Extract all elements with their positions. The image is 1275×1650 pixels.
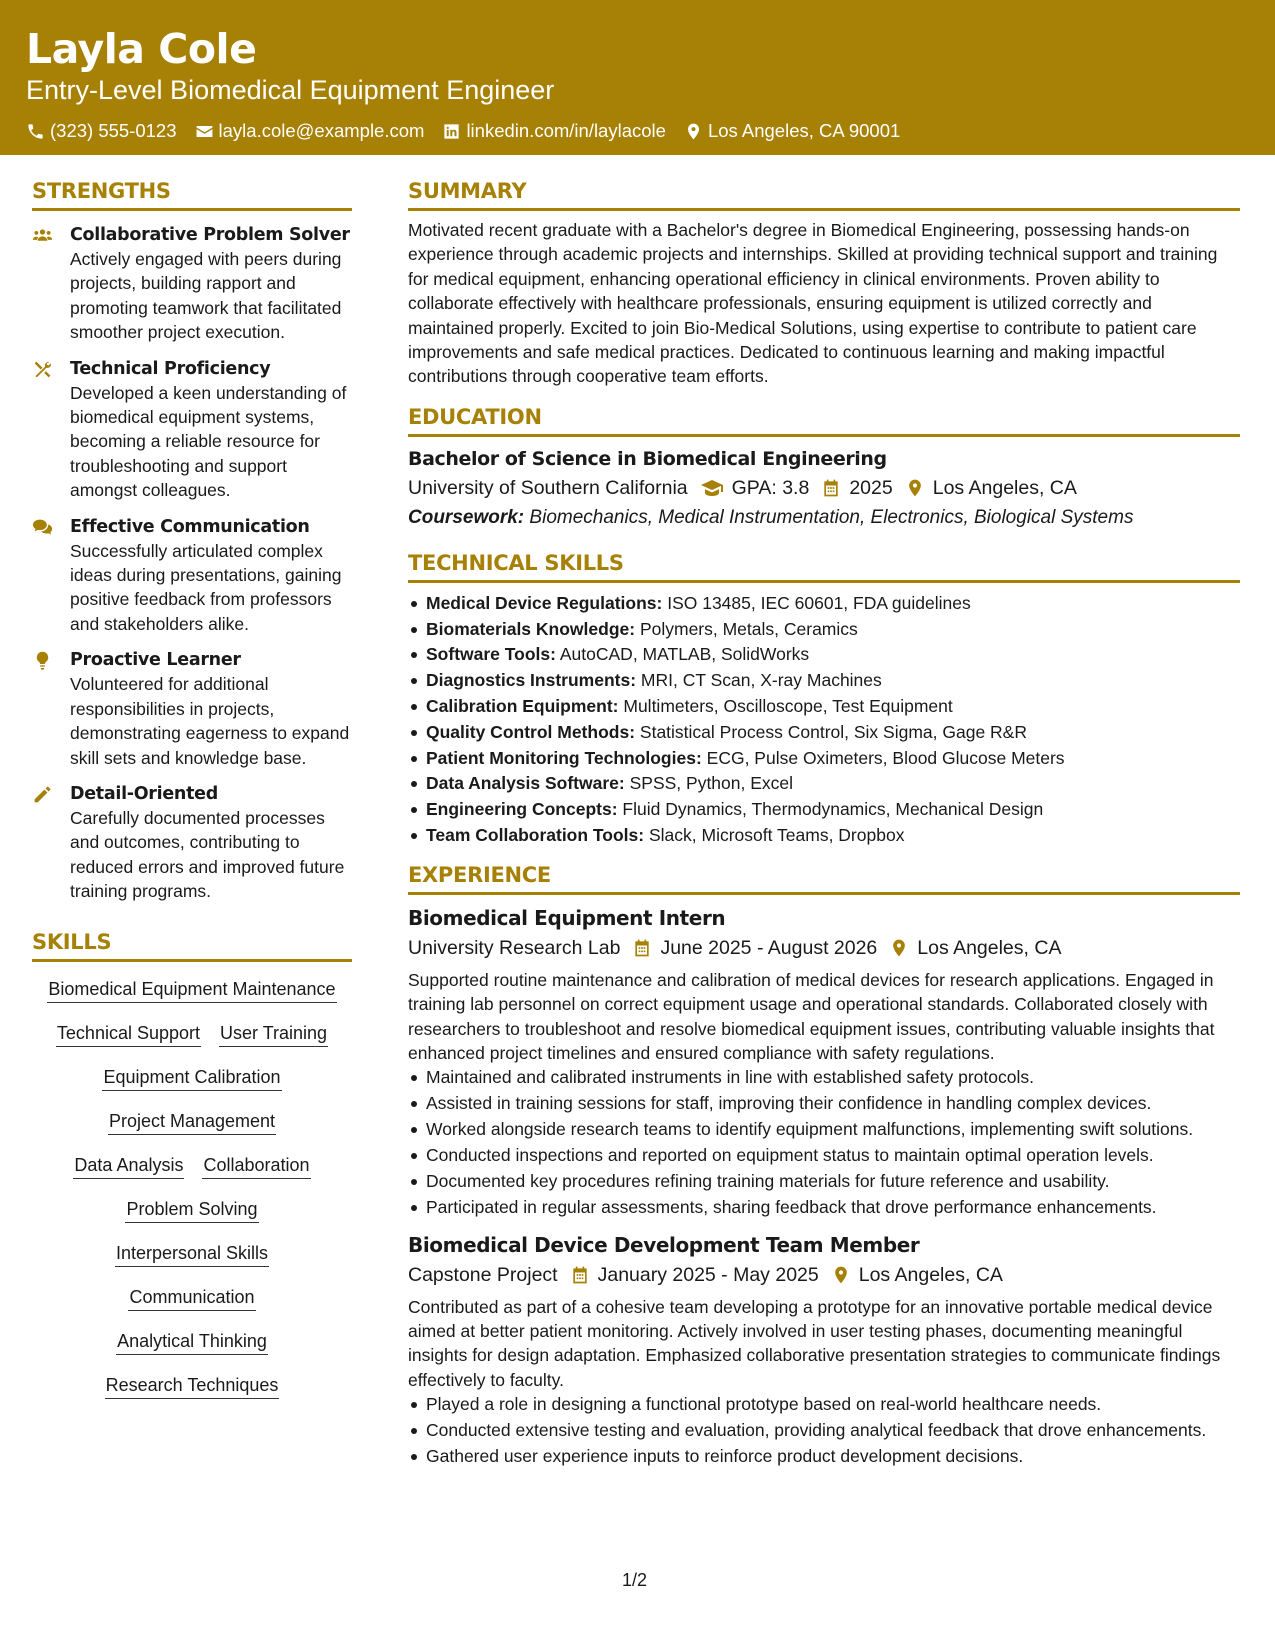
education-meta (408, 473, 1240, 503)
job-dates: June 2025 - August 2026 (660, 936, 878, 959)
list-item: Quality Control Methods: Statistical Process Control, Six Sigma, Gage R&R (408, 720, 1240, 746)
strength-title: Technical Proficiency (70, 358, 271, 379)
skill-tag: Data Analysis (73, 1152, 184, 1179)
job-location: Los Angeles, CA (917, 936, 1062, 959)
contact-location (684, 120, 900, 142)
job-title: Biomedical Device Development Team Member (408, 1232, 920, 1257)
strength-desc: Carefully documented processes and outcomes, contributing to reduced errors and improved future training programs. (70, 807, 345, 902)
strength-item (32, 223, 352, 345)
job-org: Capstone Project (408, 1263, 558, 1286)
right-column (408, 175, 1240, 1470)
strength-title: Collaborative Problem Solver (70, 225, 350, 245)
list-item: Biomaterials Knowledge: Polymers, Metals, Ceramics (408, 617, 1240, 643)
map-marker-icon (684, 122, 703, 141)
contact-phone (26, 120, 177, 142)
skill-tag: Research Techniques (105, 1372, 280, 1399)
coursework-label: Coursework: (408, 506, 525, 528)
gpa-text: GPA: 3.8 (731, 476, 810, 499)
calendar-icon (570, 1265, 590, 1285)
phone-text: (323) 555-0123 (50, 120, 177, 141)
list-item: Team Collaboration Tools: Slack, Microsoft Teams, Dropbox (408, 823, 1240, 849)
job-bullets (408, 1065, 1240, 1219)
summary-heading: SUMMARY (408, 175, 1240, 211)
strength-desc: Actively engaged with peers during projects, building rapport and promoting teamwork that facilitated smoother project execution. (70, 249, 342, 343)
lightbulb-icon (32, 650, 53, 671)
location-text: Los Angeles, CA 90001 (707, 120, 901, 141)
contact-linkedin[interactable] (442, 120, 666, 142)
job-description: Supported routine maintenance and calibration of medical devices for research applications. Engaged in training lab personnel on correct equipment usage and operational standards. Collaborated closely with researchers to troubleshoot and resolve biomedical equipment issues, contributing valuable insights that enhanced project timelines and ensured compliance with safety regulations. (408, 969, 1215, 1064)
school-name: University of Southern California (408, 476, 688, 499)
list-item: Conducted extensive testing and evaluation, providing analytical feedback that drove enhancements. (408, 1418, 1240, 1442)
resume-header (0, 0, 1275, 155)
coursework (408, 503, 1240, 533)
list-item: Maintained and calibrated instruments in line with established safety protocols. (408, 1065, 1240, 1089)
skill-tag: Interpersonal Skills (115, 1240, 269, 1267)
job-meta (408, 1260, 1240, 1290)
list-item: Participated in regular assessments, sharing feedback that drove performance enhancements. (408, 1195, 1240, 1219)
job-location: Los Angeles, CA (858, 1263, 1003, 1286)
strength-title: Detail-Oriented (70, 783, 218, 804)
job-description: Contributed as part of a cohesive team developing a prototype for an innovative portable medical device aimed at better patient monitoring. Actively involved in user testing phases, documenting meaningful insights for design adaptation. Emphasized collaborative presentation strategies to communicate findings effectively to faculty. (408, 1296, 1221, 1390)
list-item: Gathered user experience inputs to reinforce product development decisions. (408, 1444, 1240, 1468)
technical-skills-heading: TECHNICAL SKILLS (408, 547, 1240, 583)
education-heading: EDUCATION (408, 401, 1240, 437)
strength-item (32, 782, 352, 904)
list-item: Documented key procedures refining training materials for future reference and usability. (408, 1169, 1240, 1193)
contact-email[interactable] (195, 120, 425, 142)
strength-item (32, 648, 352, 770)
skill-tag: Biomedical Equipment Maintenance (47, 976, 336, 1003)
phone-icon (26, 122, 45, 141)
skill-tag: User Training (219, 1020, 328, 1047)
left-column (32, 175, 352, 1416)
skills-heading: SKILLS (32, 926, 352, 962)
list-item: Engineering Concepts: Fluid Dynamics, Thermodynamics, Mechanical Design (408, 797, 1240, 823)
linkedin-icon (442, 122, 461, 141)
skill-tag: Technical Support (56, 1020, 201, 1047)
calendar-icon (821, 478, 841, 498)
skill-tag: Equipment Calibration (102, 1064, 281, 1091)
strength-desc: Volunteered for additional responsibilities in projects, demonstrating eagerness to expand skill sets and knowledge base. (70, 674, 350, 768)
list-item: Data Analysis Software: SPSS, Python, Excel (408, 771, 1240, 797)
summary-text: Motivated recent graduate with a Bachelor's degree in Biomedical Engineering, possessing hands-on experience through academic projects and internships. Skilled at providing technical support and training for medical equipment, enhancing operational efficiency in clinical environments. Proven ability to collaborate effectively with healthcare professionals, ensuring equipment is utilized correctly and maintained properly. Excited to join Bio-Medical Solutions, using expertise to contribute to patient care improvements and safe medical practices. Dedicated to continuous learning and making impactful contributions through cooperative team efforts. (408, 220, 1218, 387)
list-item: Software Tools: AutoCAD, MATLAB, SolidWorks (408, 642, 1240, 668)
graduation-cap-icon (700, 476, 724, 500)
list-item: Diagnostics Instruments: MRI, CT Scan, X-ray Machines (408, 668, 1240, 694)
strength-desc: Successfully articulated complex ideas during presentations, gaining positive feedback from professors and stakeholders alike. (70, 540, 342, 634)
candidate-title: Entry-Level Biomedical Equipment Engineer (26, 75, 555, 105)
list-item: Assisted in training sessions for staff, improving their confidence in handling complex devices. (408, 1091, 1240, 1115)
list-item: Patient Monitoring Technologies: ECG, Pulse Oximeters, Blood Glucose Meters (408, 746, 1240, 772)
strength-desc: Developed a keen understanding of biomedical equipment systems, becoming a reliable resource for troubleshooting and support amongst colleagues. (70, 382, 347, 501)
technical-skills-list (408, 591, 1240, 849)
strength-item (32, 515, 352, 637)
comments-icon (32, 517, 53, 538)
strengths-heading: STRENGTHS (32, 175, 352, 211)
contact-bar (26, 120, 1275, 142)
degree-title: Bachelor of Science in Biomedical Engineering (408, 447, 887, 470)
strength-item (32, 357, 352, 503)
skill-tag: Communication (128, 1284, 255, 1311)
strength-title: Proactive Learner (70, 650, 241, 671)
skill-tag: Collaboration (202, 1152, 310, 1179)
pencil-icon (32, 784, 53, 805)
skill-tag: Analytical Thinking (116, 1328, 268, 1355)
page-number: 1/2 (622, 1570, 648, 1590)
coursework-text: Biomechanics, Medical Instrumentation, Electronics, Biological Systems (529, 506, 1134, 528)
strength-title: Effective Communication (70, 516, 310, 537)
experience-heading: EXPERIENCE (408, 859, 1240, 895)
envelope-icon (195, 122, 214, 141)
users-icon (32, 225, 53, 246)
map-marker-icon (831, 1265, 851, 1285)
job-dates: January 2025 - May 2025 (597, 1263, 819, 1286)
job-org: University Research Lab (408, 936, 621, 959)
list-item: Worked alongside research teams to identify equipment malfunctions, implementing swift solutions. (408, 1117, 1240, 1141)
email-text[interactable]: layla.cole@example.com (218, 120, 425, 141)
grad-year: 2025 (849, 476, 893, 499)
skill-tag: Project Management (108, 1108, 276, 1135)
map-marker-icon (889, 938, 909, 958)
calendar-icon (632, 938, 652, 958)
school-location: Los Angeles, CA (932, 476, 1077, 499)
list-item: Calibration Equipment: Multimeters, Oscilloscope, Test Equipment (408, 694, 1240, 720)
skills-list (32, 976, 352, 1399)
tools-icon (32, 359, 53, 380)
list-item: Conducted inspections and reported on equipment status to maintain optimal operation levels. (408, 1143, 1240, 1167)
skill-tag: Problem Solving (125, 1196, 258, 1223)
list-item: Played a role in designing a functional prototype based on real-world healthcare needs. (408, 1392, 1240, 1416)
job-bullets (408, 1392, 1240, 1468)
linkedin-text[interactable]: linkedin.com/in/laylacole (466, 120, 666, 141)
candidate-name: Layla Cole (26, 25, 257, 73)
job-title: Biomedical Equipment Intern (408, 905, 726, 930)
map-marker-icon (905, 478, 925, 498)
list-item: Medical Device Regulations: ISO 13485, IEC 60601, FDA guidelines (408, 591, 1240, 617)
job-meta (408, 933, 1240, 963)
